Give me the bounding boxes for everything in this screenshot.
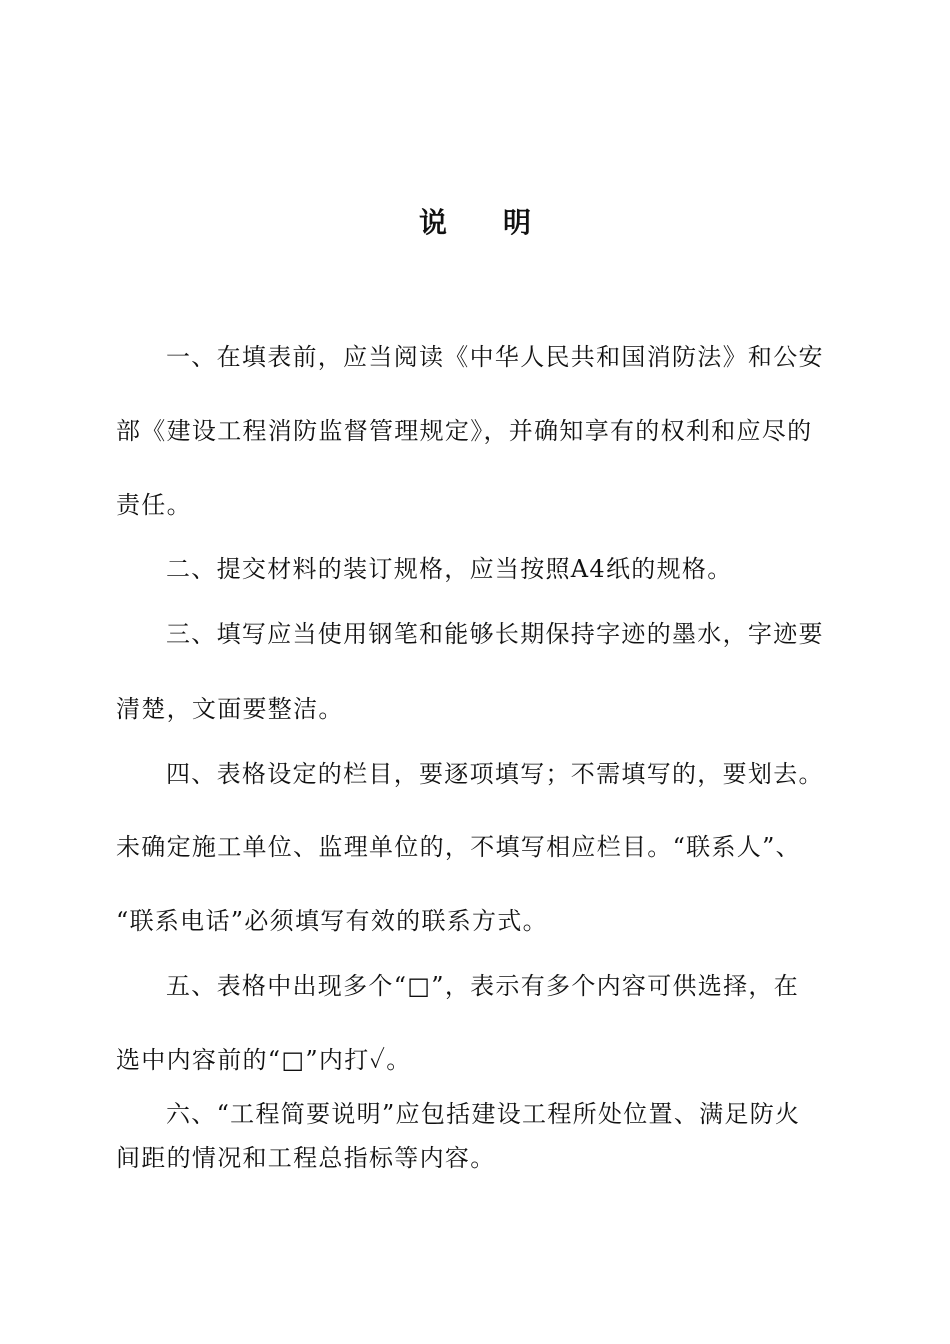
- paragraph-1-line-1: 一、在填表前，应当阅读《中华人民共和国消防法》和公安: [166, 343, 824, 371]
- paragraph-5-line-1: 五、表格中出现多个“□”，表示有多个内容可供选择，在: [166, 972, 800, 1000]
- paragraph-2-line-1: 二、提交材料的装订规格，应当按照A4纸的规格。: [166, 555, 733, 583]
- paragraph-4-line-1: 四、表格设定的栏目，要逐项填写；不需填写的，要划去。: [166, 760, 824, 788]
- page-title: [0, 200, 950, 246]
- paragraph-3-line-1: 三、填写应当使用钢笔和能够长期保持字迹的墨水，字迹要: [166, 620, 824, 648]
- paragraph-6-line-1: 六、“工程简要说明”应包括建设工程所处位置、满足防火: [166, 1100, 801, 1128]
- paragraph-6-line-2: 间距的情况和工程总指标等内容。: [116, 1144, 496, 1172]
- paragraph-5-line-2: 选中内容前的“□”内打✓。: [116, 1046, 412, 1074]
- paragraph-4-line-2: 未确定施工单位、监理单位的，不填写相应栏目。“联系人”、: [116, 833, 801, 861]
- paragraph-1-line-2: 部《建设工程消防监督管理规定》，并确知享有的权利和应尽的: [116, 417, 813, 445]
- page-title-char-1: 说: [418, 206, 447, 239]
- paragraph-4-line-3: “联系电话”必须填写有效的联系方式。: [116, 907, 548, 935]
- paragraph-3-line-2: 清楚，文面要整洁。: [116, 695, 344, 723]
- paragraph-1-line-3: 责任。: [116, 491, 192, 519]
- page-title-char-2: 明: [503, 206, 532, 239]
